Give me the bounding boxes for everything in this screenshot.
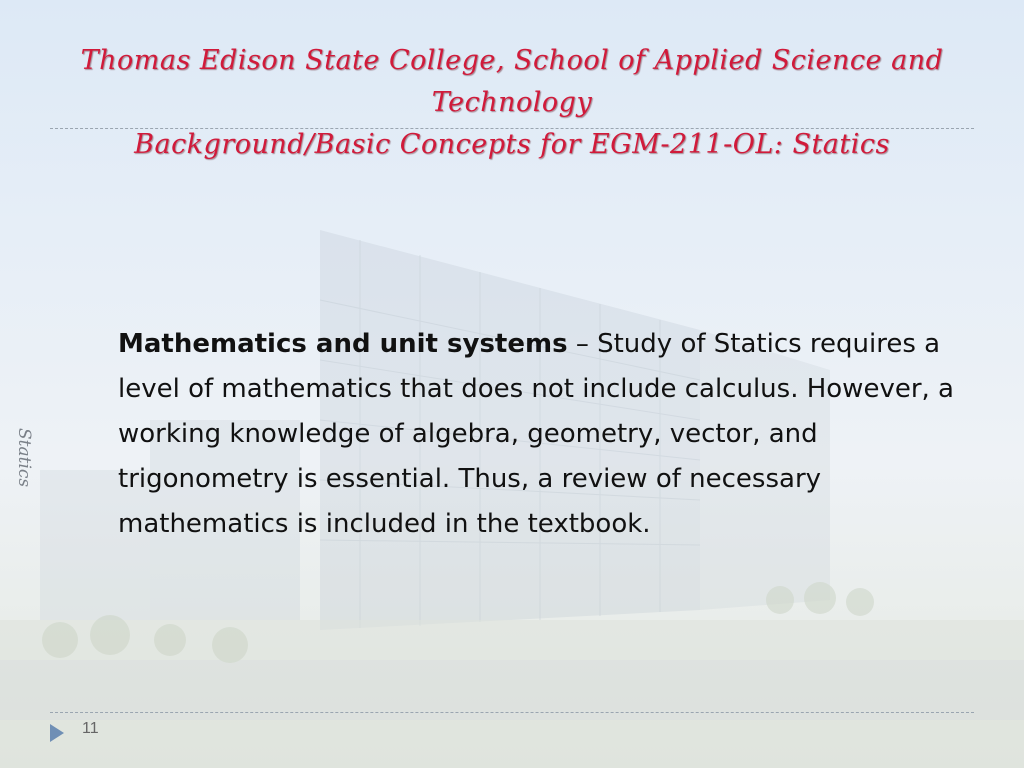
sidebar-label: Statics [14, 428, 34, 488]
body-text: – Study of Statics requires a level of mathematics that does not include calculus. However, a working knowledge of algebra, geometry, vector, and trigonometry is essential. Thus, a review of necessary mathematics is included in the textbook. [118, 329, 954, 539]
title-line-2: Background/Basic Concepts for EGM-211-OL: Statics [134, 129, 890, 160]
bottom-divider [50, 712, 974, 713]
slide-title [40, 40, 984, 166]
body-bold-lead: Mathematics and unit systems [118, 329, 568, 359]
next-arrow-icon[interactable] [50, 724, 64, 742]
title-line-1: Thomas Edison State College, School of Applied Science and Technology [80, 45, 944, 118]
top-divider [50, 128, 974, 129]
page-number: 11 [82, 720, 99, 737]
body-paragraph [118, 322, 958, 547]
